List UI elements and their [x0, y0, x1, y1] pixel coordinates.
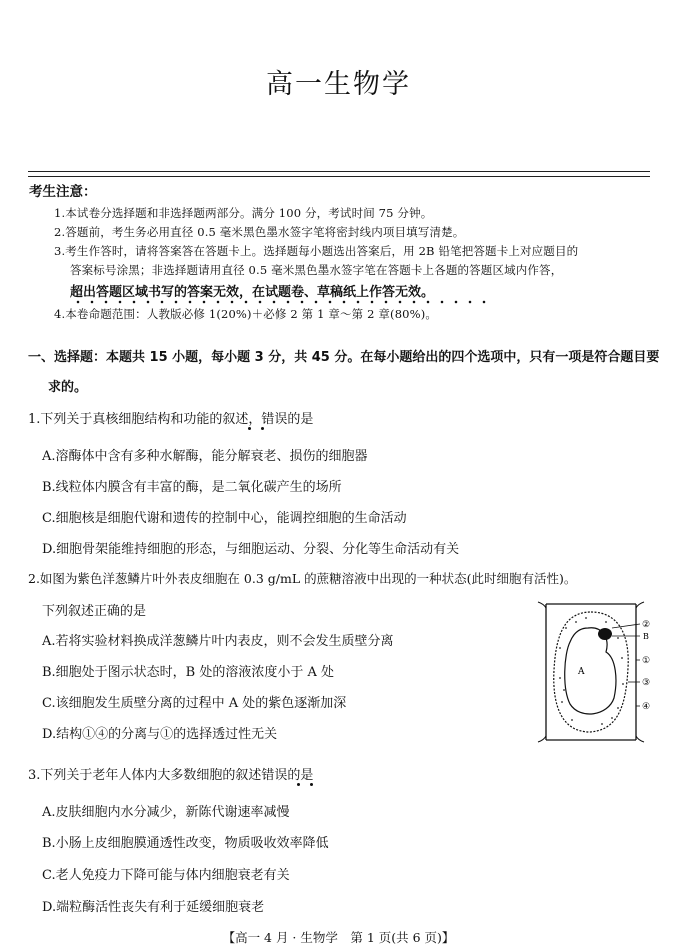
question-2-option-d: D.结构①④的分离与①的选择透过性无关	[42, 727, 278, 742]
label-b: B	[643, 632, 649, 641]
page-title: 高一生物学	[266, 69, 411, 100]
emphasis-dot	[261, 427, 264, 430]
question-1-option-c: C.细胞核是细胞代谢和遗传的控制中心，能调控细胞的生命活动	[42, 511, 407, 526]
page-footer: 【高一 4 月 · 生物学 第 1 页(共 6 页)】	[222, 930, 455, 945]
question-1-option-a: A.溶酶体中含有多种水解酶，能分解衰老、损伤的细胞器	[42, 449, 368, 464]
emphasis-dot	[297, 783, 300, 786]
question-2-option-c: C.该细胞发生质壁分离的过程中 A 处的紫色逐渐加深	[42, 696, 347, 711]
nucleus	[598, 628, 612, 640]
plasmolysis-cell-figure	[536, 598, 666, 746]
question-2-stem: 2.如图为紫色洋葱鳞片叶外表皮细胞在 0.3 g/mL 的蔗糖溶液中出现的一种状态(此时细胞有活性)。	[28, 571, 577, 586]
emphasis-dots	[71, 300, 491, 304]
question-3-option-c: C.老人免疫力下降可能与体内细胞衰老有关	[42, 868, 290, 883]
label-3: ③	[642, 678, 651, 688]
label-2: ②	[642, 620, 651, 630]
notice-item-3-emphasis: 超出答题区域书写的答案无效，在试题卷、草稿纸上作答无效。	[70, 285, 435, 300]
question-3-option-a: A.皮肤细胞内水分减少，新陈代谢速率减慢	[42, 805, 290, 820]
section-heading-line2: 求的。	[48, 380, 88, 395]
notice-heading: 考生注意：	[29, 184, 97, 200]
question-1-option-d: D.细胞骨架能维持细胞的形态，与细胞运动、分裂、分化等生命活动有关	[42, 542, 460, 557]
notice-item-4: 4.本卷命题范围：人教版必修 1(20%)＋必修 2 第 1 章～第 2 章(80%)。	[54, 307, 437, 321]
label-1: ①	[642, 656, 651, 666]
question-3-option-d: D.端粒酶活性丧失有利于延缓细胞衰老	[42, 900, 265, 915]
header-rule-thin	[28, 176, 650, 177]
question-3-stem: 3.下列关于老年人体内大多数细胞的叙述错误的是	[28, 768, 314, 783]
question-2-option-b: B.细胞处于图示状态时，B 处的溶液浓度小于 A 处	[42, 665, 335, 680]
emphasis-dot	[310, 783, 313, 786]
notice-item-3-cont: 答案标号涂黑；非选择题请用直径 0.5 毫米黑色墨水签字笔在答题卡上各题的答题区域内作答，	[70, 263, 563, 277]
notice-item-2: 2.答题前，考生务必用直径 0.5 毫米黑色墨水签字笔将密封线内项目填写清楚。	[54, 225, 465, 239]
question-2-option-a: A.若将实验材料换成洋葱鳞片叶内表皮，则不会发生质壁分离	[42, 634, 394, 649]
label-4: ④	[642, 702, 651, 712]
emphasis-dot	[248, 427, 251, 430]
question-1-stem: 1.下列关于真核细胞结构和功能的叙述，错误的是	[28, 412, 314, 427]
notice-item-1: 1.本试卷分选择题和非选择题两部分。满分 100 分，考试时间 75 分钟。	[54, 206, 433, 220]
question-3-option-b: B.小肠上皮细胞膜通透性改变，物质吸收效率降低	[42, 836, 329, 851]
label-a: A	[578, 667, 585, 677]
question-1-option-b: B.线粒体内膜含有丰富的酶，是二氧化碳产生的场所	[42, 480, 342, 495]
notice-item-3: 3.考生作答时，请将答案答在答题卡上。选择题每小题选出答案后，用 2B 铅笔把答题卡上对应题目的	[54, 244, 579, 258]
question-2-stem-cont: 下列叙述正确的是	[42, 604, 147, 619]
section-heading-line1: 一、选择题：本题共 15 小题，每小题 3 分，共 45 分。在每小题给出的四个选项中，只有一项是符合题目要	[28, 350, 660, 365]
header-rule-thick	[28, 171, 650, 172]
